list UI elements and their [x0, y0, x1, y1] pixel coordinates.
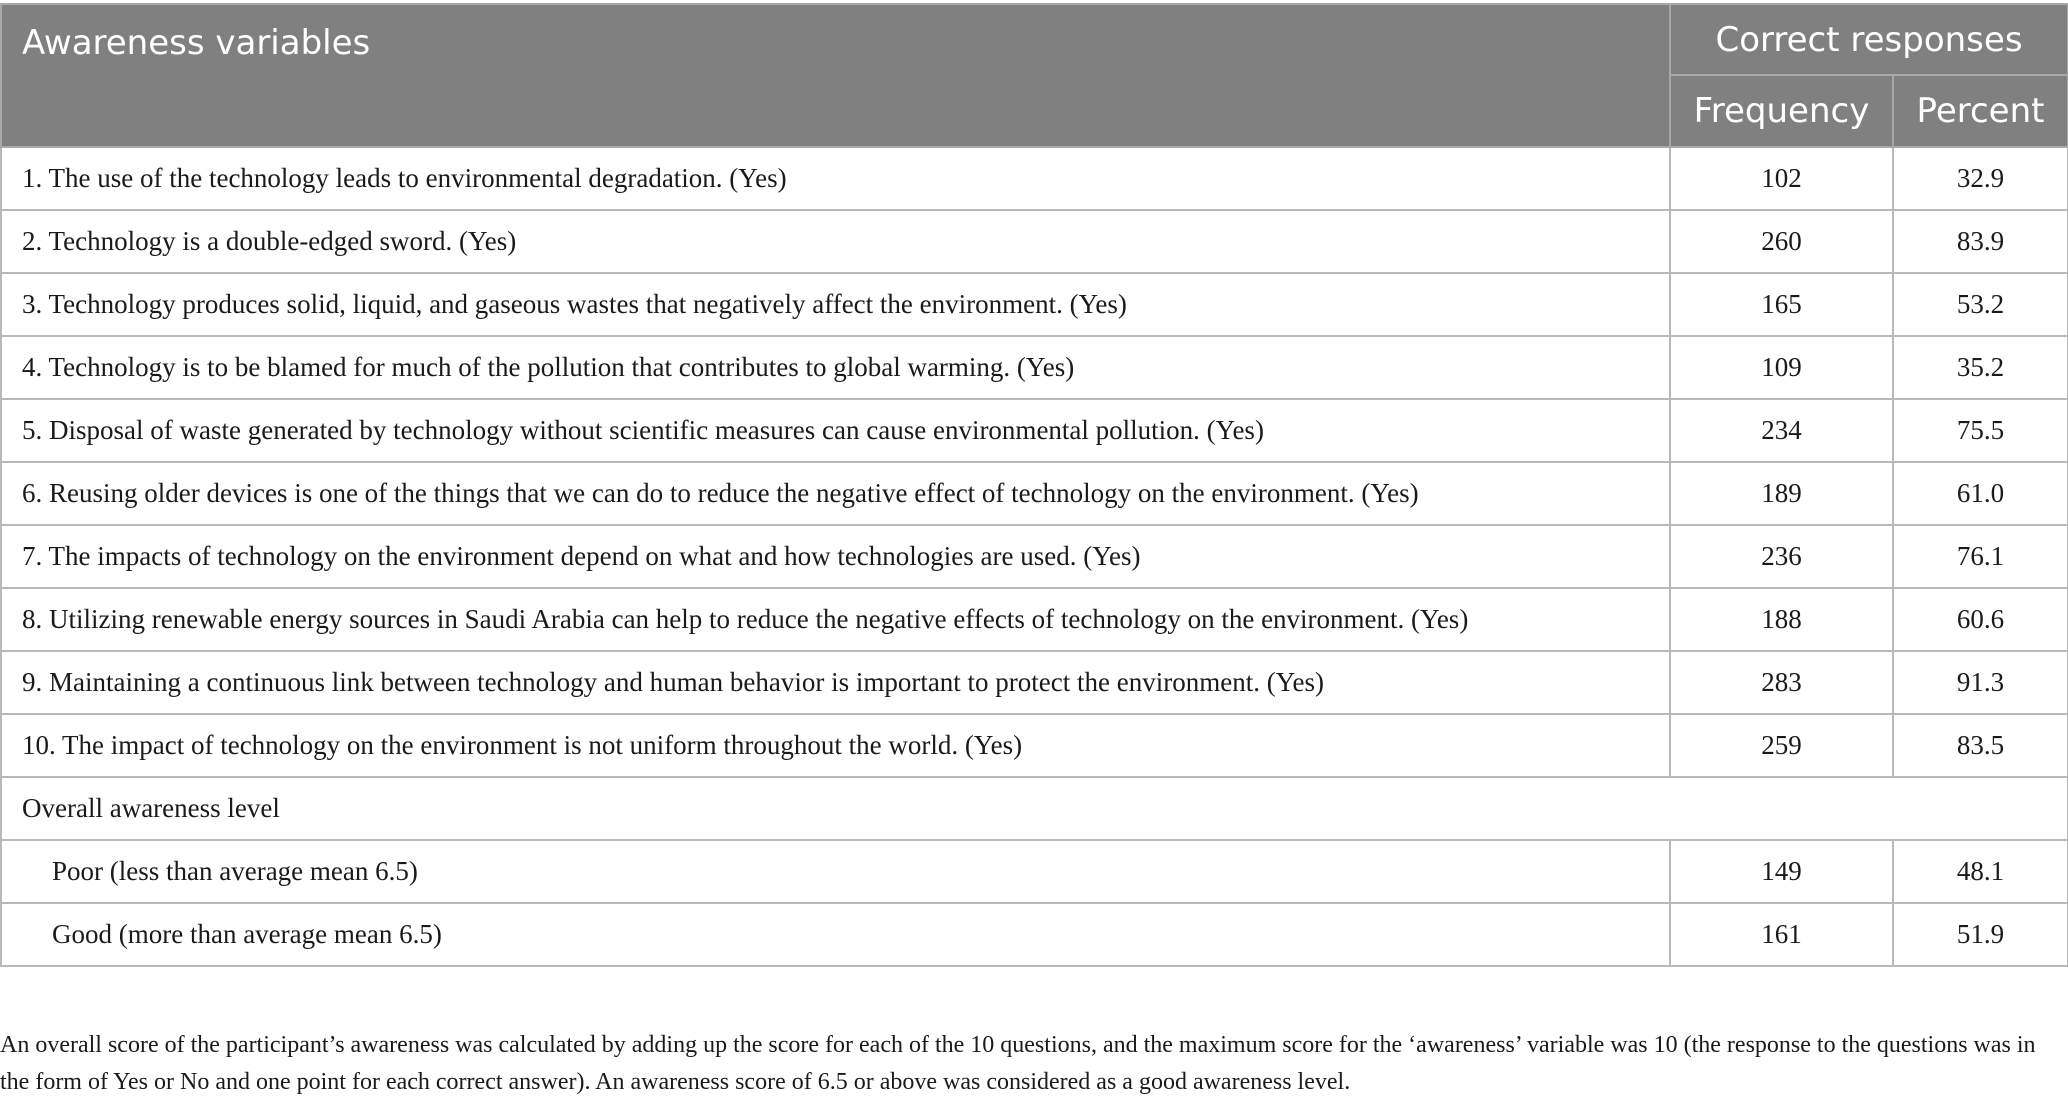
section-row-overall [1, 777, 2068, 840]
table-header [1, 4, 2068, 147]
percent-cell: 51.9 [1893, 903, 2068, 966]
percent-cell: 35.2 [1893, 336, 2068, 399]
frequency-cell: 234 [1670, 399, 1893, 462]
percent-cell: 61.0 [1893, 462, 2068, 525]
percent-cell: 48.1 [1893, 840, 2068, 903]
percent-cell: 76.1 [1893, 525, 2068, 588]
frequency-cell: 109 [1670, 336, 1893, 399]
variable-label: 10. The impact of technology on the environment is not uniform throughout the world. (Yes) [1, 714, 1670, 777]
variable-label: 9. Maintaining a continuous link between technology and human behavior is important to protect the environment. (Yes) [1, 651, 1670, 714]
frequency-cell: 236 [1670, 525, 1893, 588]
table-row [1, 714, 2068, 777]
table-row-level-good [1, 903, 2068, 966]
variable-label: 8. Utilizing renewable energy sources in Saudi Arabia can help to reduce the negative effects of technology on the environment. (Yes) [1, 588, 1670, 651]
table-row [1, 336, 2068, 399]
level-label: Good (more than average mean 6.5) [1, 903, 1670, 966]
table-row [1, 399, 2068, 462]
variable-label: 4. Technology is to be blamed for much of the pollution that contributes to global warming. (Yes) [1, 336, 1670, 399]
table-row [1, 210, 2068, 273]
table-row [1, 525, 2068, 588]
frequency-cell: 149 [1670, 840, 1893, 903]
table-row [1, 273, 2068, 336]
awareness-table [0, 3, 2068, 967]
frequency-cell: 161 [1670, 903, 1893, 966]
header-row-top [1, 4, 2068, 75]
percent-cell: 83.5 [1893, 714, 2068, 777]
percent-cell: 32.9 [1893, 147, 2068, 210]
percent-cell: 83.9 [1893, 210, 2068, 273]
variable-label: 1. The use of the technology leads to environmental degradation. (Yes) [1, 147, 1670, 210]
frequency-cell: 189 [1670, 462, 1893, 525]
variable-label: 7. The impacts of technology on the environment depend on what and how technologies are used. (Yes) [1, 525, 1670, 588]
percent-cell: 60.6 [1893, 588, 2068, 651]
table-row-level-poor [1, 840, 2068, 903]
header-frequency: Frequency [1670, 75, 1893, 147]
overall-awareness-label: Overall awareness level [1, 777, 2068, 840]
variable-label: 3. Technology produces solid, liquid, and gaseous wastes that negatively affect the environment. (Yes) [1, 273, 1670, 336]
table-row [1, 462, 2068, 525]
variable-label: 6. Reusing older devices is one of the things that we can do to reduce the negative effect of technology on the environment. (Yes) [1, 462, 1670, 525]
percent-cell: 75.5 [1893, 399, 2068, 462]
variable-label: 5. Disposal of waste generated by technology without scientific measures can cause environmental pollution. (Yes) [1, 399, 1670, 462]
frequency-cell: 102 [1670, 147, 1893, 210]
header-correct-responses: Correct responses [1670, 4, 2068, 75]
frequency-cell: 165 [1670, 273, 1893, 336]
table-footnote: An overall score of the participant’s awareness was calculated by adding up the score for each of the 10 questions, and the maximum score for the ‘awareness’ variable was 10 (the response to the questions was in the form of Yes or No and one point for each correct answer). An awareness score of 6.5 or above was considered as a good awareness level. [0, 1032, 2036, 1095]
variable-label: 2. Technology is a double-edged sword. (Yes) [1, 210, 1670, 273]
level-label: Poor (less than average mean 6.5) [1, 840, 1670, 903]
header-awareness-variables: Awareness variables [1, 4, 1670, 147]
table-row [1, 588, 2068, 651]
frequency-cell: 260 [1670, 210, 1893, 273]
frequency-cell: 259 [1670, 714, 1893, 777]
frequency-cell: 283 [1670, 651, 1893, 714]
table-row [1, 147, 2068, 210]
table-row [1, 651, 2068, 714]
percent-cell: 91.3 [1893, 651, 2068, 714]
frequency-cell: 188 [1670, 588, 1893, 651]
header-percent: Percent [1893, 75, 2068, 147]
percent-cell: 53.2 [1893, 273, 2068, 336]
table-body [1, 147, 2068, 966]
